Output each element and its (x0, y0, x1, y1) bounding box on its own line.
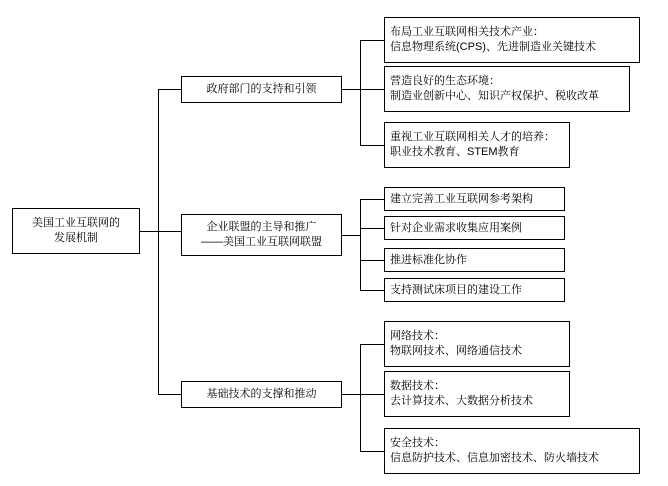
connector-spine-branch-3 (158, 394, 181, 395)
connector-branch-1-spine (360, 40, 361, 145)
leaf-node-3-2-line1: 数据技术： (390, 380, 445, 392)
branch-node-3 (181, 381, 342, 408)
branch-node-2-line2: ——美国工业互联网联盟 (201, 236, 322, 248)
branch-node-2-line1: 企业联盟的主导和推广 (206, 221, 317, 233)
connector-branch-2-out (342, 235, 360, 236)
connector-branch-1-leaf-1 (360, 40, 384, 41)
leaf-node-2-3 (384, 248, 565, 272)
branch-node-1 (181, 76, 342, 103)
leaf-node-2-2 (384, 216, 565, 240)
leaf-node-2-1 (384, 187, 565, 211)
leaf-node-1-3 (384, 122, 570, 168)
leaf-node-1-1-line1: 布局工业互联网相关技术产业： (390, 26, 544, 38)
connector-branch-2-leaf-3 (360, 260, 384, 261)
root-node-line1: 美国工业互联网的 (32, 217, 120, 229)
connector-branch-1-leaf-2 (360, 89, 384, 90)
leaf-node-1-2 (384, 66, 630, 112)
connector-spine-branch-1 (158, 89, 181, 90)
connector-spine-vertical (158, 89, 159, 394)
branch-node-3-label: 基础技术的支撑和推动 (206, 388, 317, 400)
leaf-node-3-3-line2: 信息防护技术、信息加密技术、防火墙技术 (390, 452, 599, 464)
branch-node-2 (181, 214, 342, 256)
leaf-node-3-1 (384, 321, 570, 367)
connector-root-spine (140, 231, 158, 232)
leaf-node-2-1-line1: 建立完善工业互联网参考架构 (390, 192, 533, 205)
connector-branch-1-out (342, 89, 360, 90)
connector-branch-2-spine (360, 199, 361, 290)
root-node (12, 208, 140, 254)
leaf-node-3-2-line2: 去计算技术、大数据分析技术 (390, 395, 533, 407)
leaf-node-1-2-line2: 制造业创新中心、知识产权保护、税收改革 (390, 90, 599, 102)
connector-branch-2-leaf-1 (360, 199, 384, 200)
leaf-node-2-4-line1: 支持测试床项目的建设工作 (390, 283, 522, 296)
leaf-node-3-1-line1: 网络技术： (390, 330, 445, 342)
branch-node-1-label: 政府部门的支持和引领 (206, 83, 317, 95)
root-node-line2: 发展机制 (54, 232, 98, 244)
connector-branch-1-leaf-3 (360, 145, 384, 146)
connector-branch-3-leaf-3 (360, 451, 384, 452)
connector-branch-3-leaf-2 (360, 394, 384, 395)
leaf-node-3-3-line1: 安全技术： (390, 437, 445, 449)
connector-spine-branch-2 (158, 231, 181, 232)
connector-branch-2-leaf-4 (360, 290, 384, 291)
leaf-node-3-2 (384, 371, 570, 417)
leaf-node-3-1-line2: 物联网技术、网络通信技术 (390, 345, 522, 357)
leaf-node-2-3-line1: 推进标准化协作 (390, 253, 467, 266)
leaf-node-2-2-line1: 针对企业需求收集应用案例 (390, 221, 522, 234)
leaf-node-2-4 (384, 278, 565, 302)
leaf-node-1-3-line1: 重视工业互联网相关人才的培养： (390, 131, 555, 143)
connector-branch-3-out (342, 394, 360, 395)
leaf-node-1-1 (384, 17, 640, 63)
connector-branch-3-spine (360, 344, 361, 451)
leaf-node-1-2-line1: 营造良好的生态环境： (390, 75, 500, 87)
leaf-node-3-3 (384, 428, 640, 474)
connector-branch-2-leaf-2 (360, 228, 384, 229)
connector-branch-3-leaf-1 (360, 344, 384, 345)
leaf-node-1-3-line2: 职业技术教育、STEM教育 (390, 146, 520, 158)
leaf-node-1-1-line2: 信息物理系统(CPS)、先进制造业关键技术 (390, 41, 596, 53)
